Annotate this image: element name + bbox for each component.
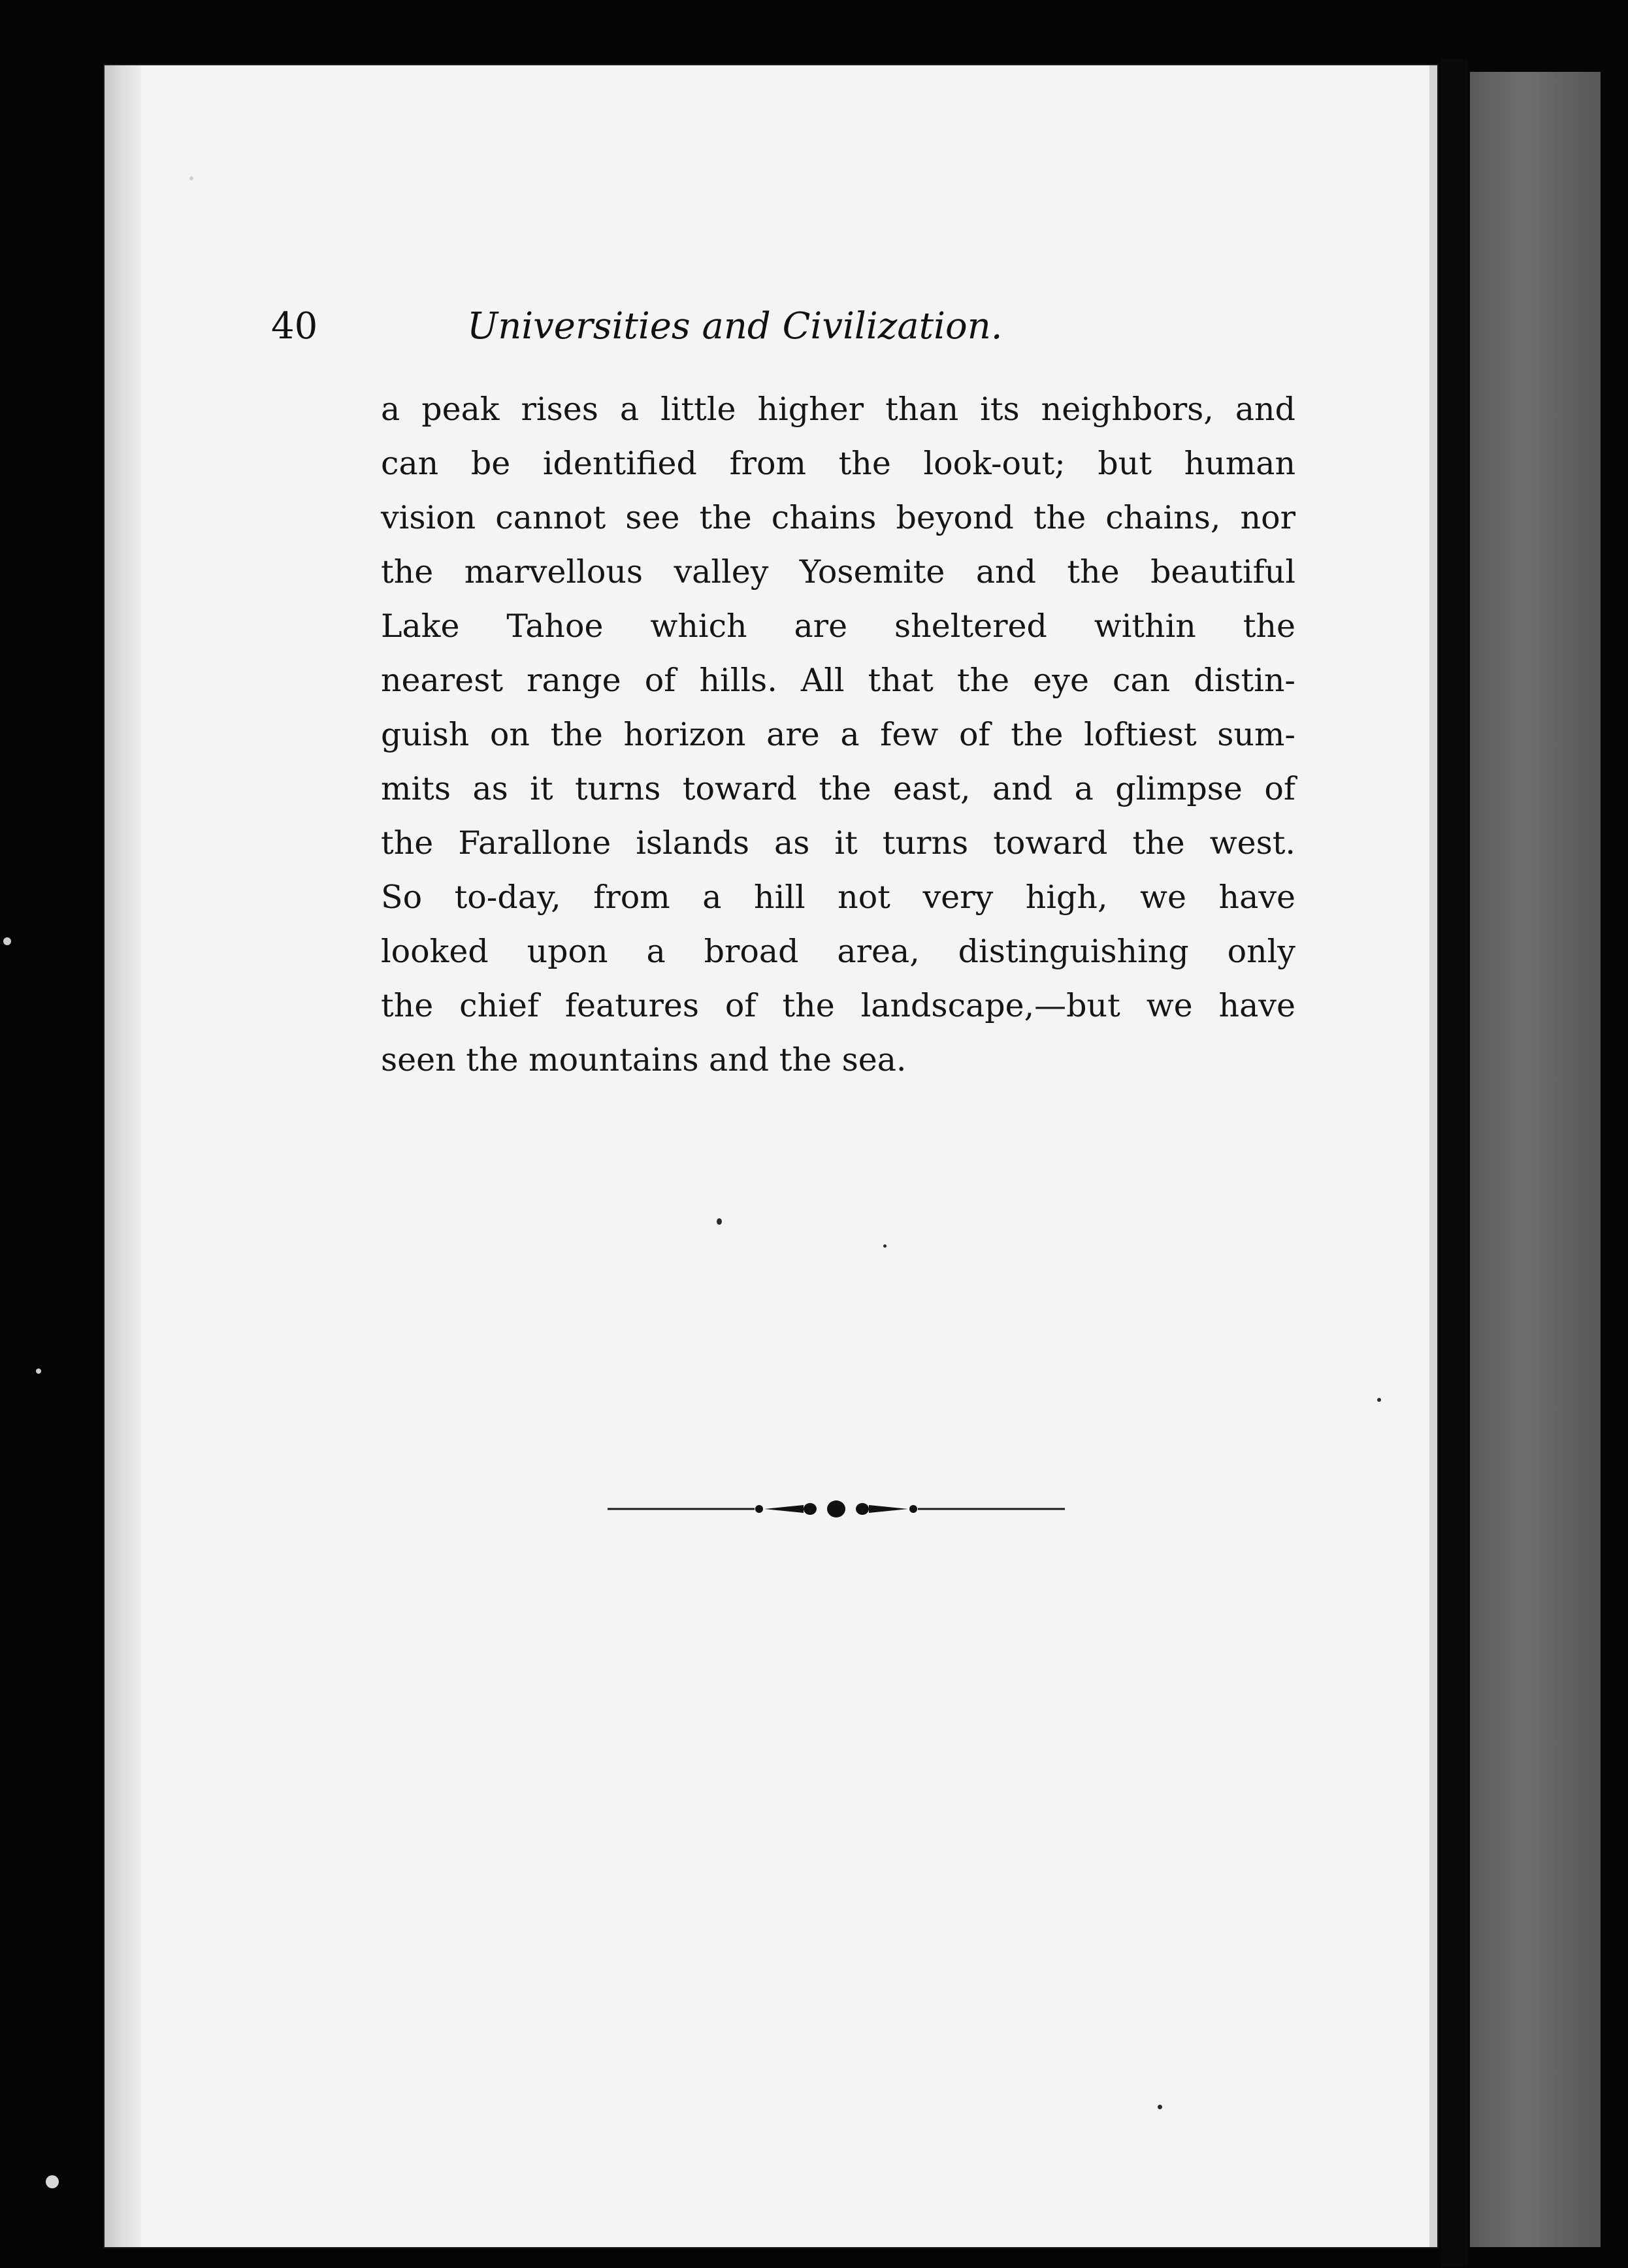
scan-speck bbox=[1377, 1398, 1381, 1402]
scan-speck bbox=[189, 176, 193, 180]
page-edge-shadow bbox=[105, 65, 141, 2247]
text-line: can be identified from the look-out; but human bbox=[381, 445, 1295, 482]
text-line: seen the mountains and the sea. bbox=[381, 1041, 907, 1078]
text-line: the marvellous valley Yosemite and the beautiful bbox=[381, 553, 1295, 591]
text-line: guish on the horizon are a few of the loftiest sum- bbox=[381, 716, 1295, 753]
facing-page-edge bbox=[1470, 72, 1601, 2247]
page-number: 40 bbox=[271, 305, 318, 348]
text-line: the Farallone islands as it turns toward the west. bbox=[381, 824, 1295, 862]
text-line: the chief features of the landscape,—but we have bbox=[381, 987, 1295, 1024]
scan-speck bbox=[46, 2175, 59, 2188]
scan-speck bbox=[3, 937, 11, 945]
text-line: vision cannot see the chains beyond the chains, nor bbox=[381, 499, 1295, 536]
scan-speck bbox=[883, 1244, 887, 1248]
text-line: looked upon a broad area, distinguishing only bbox=[381, 933, 1295, 970]
book-gutter bbox=[1441, 59, 1468, 2267]
text-line: a peak rises a little higher than its neighbors, and bbox=[381, 391, 1295, 428]
section-end-ornament-icon bbox=[608, 1496, 1065, 1522]
scan-speck bbox=[36, 1369, 41, 1374]
text-line: mits as it turns toward the east, and a glimpse of bbox=[381, 770, 1295, 807]
scan-speck bbox=[1158, 2105, 1162, 2109]
body-paragraph bbox=[381, 382, 1295, 1087]
scan-speck bbox=[717, 1218, 722, 1225]
text-line: nearest range of hills. All that the eye can distin- bbox=[381, 662, 1295, 699]
text-line: Lake Tahoe which are sheltered within the bbox=[381, 608, 1295, 645]
running-head bbox=[271, 297, 1303, 356]
page-edge-right bbox=[1429, 65, 1437, 2247]
running-title: Universities and Civilization. bbox=[467, 305, 1003, 348]
text-line: So to-day, from a hill not very high, we have bbox=[381, 879, 1295, 916]
